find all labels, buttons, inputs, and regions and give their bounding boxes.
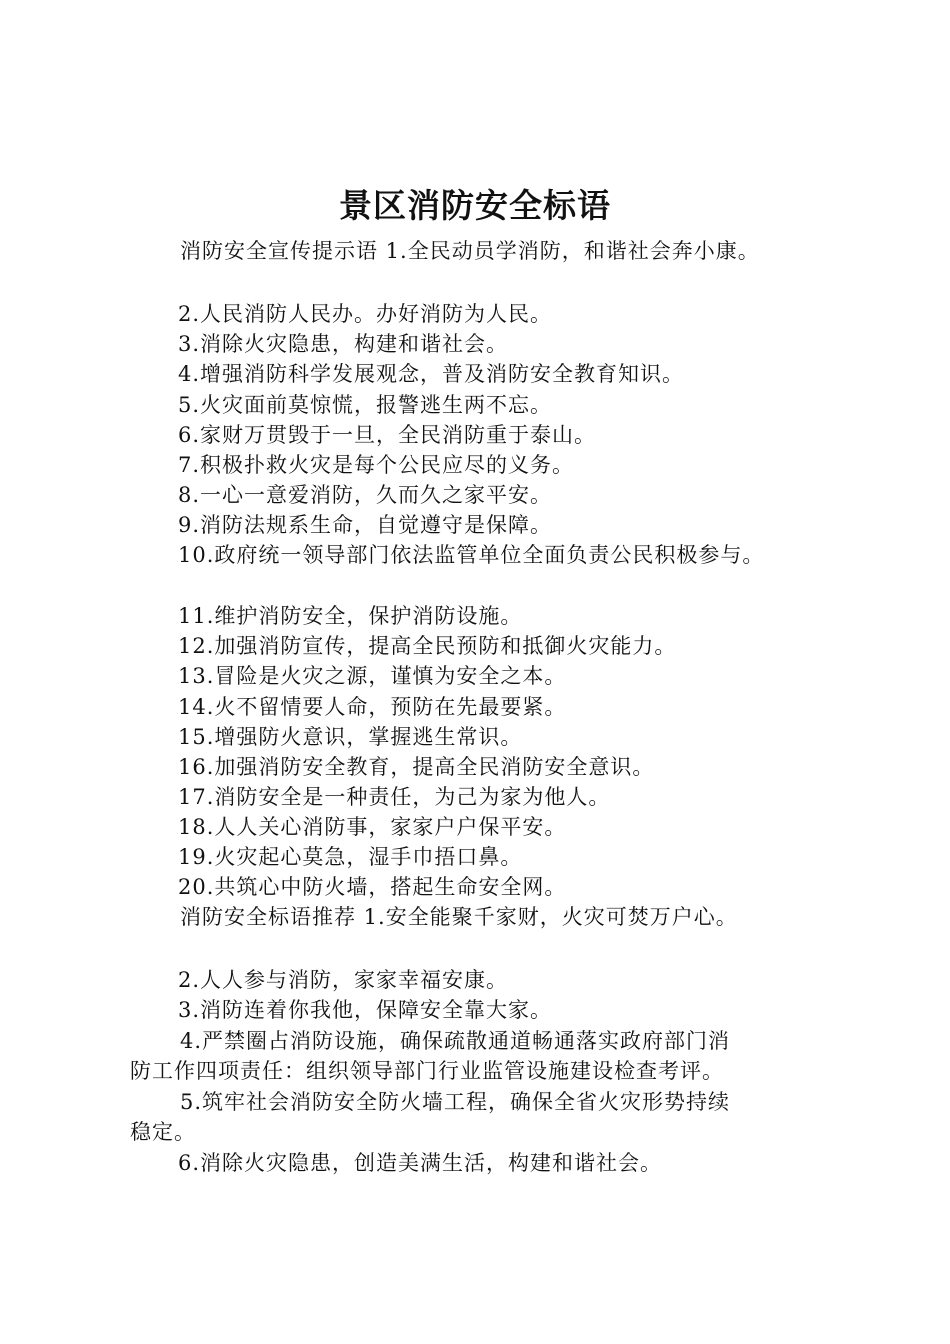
text-line: 17.消防安全是一种责任，为己为家为他人。 [178,785,611,809]
text-line: 消防安全宣传提示语 1.全民动员学消防，和谐社会奔小康。 [180,239,760,263]
text-line: 9.消防法规系生命，自觉遵守是保障。 [178,513,553,537]
text-line: 防工作四项责任：组织领导部门行业监管设施建设检查考评。 [130,1059,724,1083]
text-line: 2.人人参与消防，家家幸福安康。 [178,968,509,992]
text-line: 18.人人关心消防事，家家户户保平安。 [178,815,567,839]
text-line: 3.消防连着你我他，保障安全靠大家。 [178,998,553,1022]
text-line: 2.人民消防人民办。办好消防为人民。 [178,302,553,326]
text-line: 10.政府统一领导部门依法监管单位全面负责公民积极参与。 [178,543,765,567]
text-line: 6.消除火灾隐患，创造美满生活，构建和谐社会。 [178,1151,663,1175]
text-line: 5.筑牢社会消防安全防火墙工程，确保全省火灾形势持续 [180,1090,731,1114]
text-line: 稳定。 [130,1120,196,1144]
text-line: 6.家财万贯毁于一旦，全民消防重于泰山。 [178,423,597,447]
text-line: 3.消除火灾隐患，构建和谐社会。 [178,332,509,356]
text-line: 消防安全标语推荐 1.安全能聚千家财，火灾可焚万户心。 [180,905,738,929]
text-line: 12.加强消防宣传，提高全民预防和抵御火灾能力。 [178,634,677,658]
document-title: 景区消防安全标语 [339,186,611,225]
text-line: 13.冒险是火灾之源，谨慎为安全之本。 [178,664,567,688]
text-line: 4.严禁圈占消防设施，确保疏散通道畅通落实政府部门消 [180,1029,731,1053]
text-line: 5.火灾面前莫惊慌，报警逃生两不忘。 [178,393,553,417]
text-line: 19.火灾起心莫急，湿手巾捂口鼻。 [178,845,523,869]
text-line: 16.加强消防安全教育，提高全民消防安全意识。 [178,755,655,779]
text-line: 7.积极扑救火灾是每个公民应尽的义务。 [178,453,575,477]
text-line: 11.维护消防安全，保护消防设施。 [178,604,523,628]
text-line: 14.火不留情要人命，预防在先最要紧。 [178,695,567,719]
text-line: 15.增强防火意识，掌握逃生常识。 [178,725,523,749]
text-line: 4.增强消防科学发展观念，普及消防安全教育知识。 [178,362,685,386]
text-line: 8.一心一意爱消防，久而久之家平安。 [178,483,553,507]
text-line: 20.共筑心中防火墙，搭起生命安全网。 [178,875,567,899]
